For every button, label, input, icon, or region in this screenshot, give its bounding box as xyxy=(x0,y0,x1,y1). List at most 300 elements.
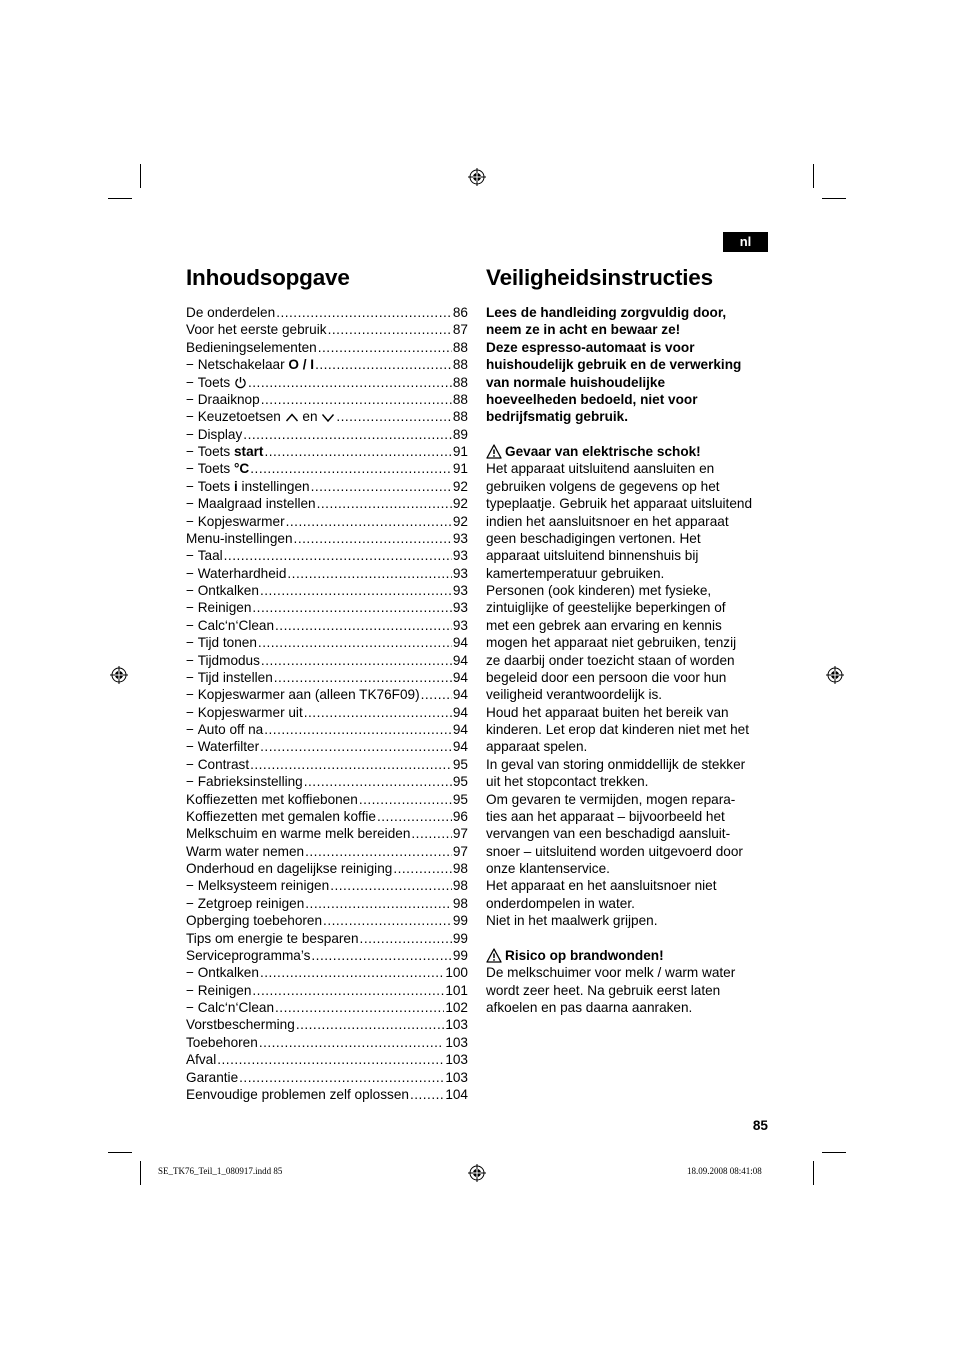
toc-entry-label xyxy=(186,304,275,321)
toc-entry xyxy=(186,1069,468,1086)
toc-entry-page: 102 xyxy=(445,1000,468,1015)
toc-entry-page: 94 xyxy=(452,704,468,720)
toc-entry-text: Toets xyxy=(197,461,234,477)
table-of-contents xyxy=(186,304,468,1103)
toc-entry-text: Melkschuim en warme melk bereiden xyxy=(186,826,411,842)
safety-instructions xyxy=(486,304,776,1016)
text-line: Niet in het maalwerk grijpen. xyxy=(486,913,658,929)
warning-triangle-icon xyxy=(486,444,502,459)
toc-entry-label xyxy=(186,530,293,547)
toc-entry-text: Keuzetoetsen xyxy=(197,409,285,425)
toc-entry-page: 94 xyxy=(452,722,468,737)
toc-entry-page: 87 xyxy=(452,322,468,338)
toc-entry-label xyxy=(186,356,314,373)
toc-entry-text: De onderdelen xyxy=(186,305,276,320)
toc-entry-page: 88 xyxy=(452,391,468,407)
crop-mark xyxy=(813,164,814,188)
toc-entry xyxy=(186,426,468,443)
toc-leader-dots xyxy=(330,877,452,894)
toc-entry-label xyxy=(186,877,329,894)
toc-entry-text: Waterhardheid xyxy=(197,565,287,581)
toc-leader-dots xyxy=(318,339,452,356)
toc-leader-dots xyxy=(410,1086,444,1103)
toc-entry-label xyxy=(186,634,257,651)
toc-entry-page: 94 xyxy=(452,635,468,651)
text-line: gebruiken volgens de gegevens op het xyxy=(486,478,720,494)
toc-entry-text: Tijd instellen xyxy=(197,669,273,685)
toc-entry xyxy=(186,513,468,530)
text-line: onze klantenservice. xyxy=(486,861,610,876)
toc-entry-label xyxy=(186,460,249,477)
text-line: mogen het apparaat niet gebruiken, tenzij xyxy=(486,635,737,651)
toc-entry-text: Auto off na xyxy=(197,722,264,737)
toc-leader-dots xyxy=(286,513,452,530)
toc-entry xyxy=(186,877,468,894)
toc-entry xyxy=(186,738,468,755)
toc-entry-page: 103 xyxy=(445,1017,468,1033)
toc-entry-text: Taal xyxy=(197,548,223,564)
toc-leader-dots xyxy=(239,1069,444,1086)
toc-entry xyxy=(186,582,468,599)
warning-triangle-icon xyxy=(486,948,502,963)
toc-entry-label xyxy=(186,1034,258,1051)
toc-entry-text: Netschakelaar xyxy=(197,357,289,373)
toc-entry-text: Ontkalken xyxy=(197,583,259,598)
toc-entry-label xyxy=(186,321,327,338)
toc-leader-dots xyxy=(287,565,451,582)
intro-line: Deze espresso-automaat is voor xyxy=(486,339,695,355)
toc-entry-page: 99 xyxy=(452,947,468,963)
toc-entry-text: Toets xyxy=(197,444,234,459)
crop-mark xyxy=(813,1161,814,1185)
intro-line: huishoudelijk gebruik en de verwerking xyxy=(486,357,742,373)
toc-entry-page: 93 xyxy=(452,583,468,598)
toc-entry-label xyxy=(186,791,358,808)
toc-entry-label xyxy=(186,721,263,738)
warning-electric-title-text: Gevaar van elektrische schok! xyxy=(505,444,701,459)
toc-entry-page: 92 xyxy=(452,478,468,494)
text-line: Het apparaat en het aansluitsnoer niet xyxy=(486,878,717,894)
toc-entry-label xyxy=(186,912,322,929)
toc-entry-label xyxy=(186,478,310,495)
toc-entry-text: Warm water nemen xyxy=(186,843,305,859)
toc-entry-label xyxy=(186,756,249,773)
toc-entry-label xyxy=(186,391,260,408)
toc-entry-label xyxy=(186,547,223,564)
toc-entry-text: en xyxy=(298,409,322,425)
toc-leader-dots xyxy=(317,495,452,512)
toc-entry-text: Draaiknop xyxy=(197,391,260,407)
toc-entry xyxy=(186,495,468,512)
toc-entry-text: Koffiezetten met gemalen koffie xyxy=(186,808,376,824)
toc-entry xyxy=(186,443,468,460)
toc-entry-key-label: O / I xyxy=(288,357,315,373)
toc-entry xyxy=(186,791,468,808)
toc-entry-label xyxy=(186,495,316,512)
text-line: apparaat uitsluitend binnenshuis bij xyxy=(486,548,699,564)
toc-leader-dots xyxy=(294,530,452,547)
toc-entry-label xyxy=(186,1016,295,1033)
toc-entry-text: Bedieningselementen xyxy=(186,339,317,355)
warning-burn-text xyxy=(486,964,776,1016)
toc-entry xyxy=(186,756,468,773)
text-line: ze daarbij onder toezicht staan of worden xyxy=(486,652,735,668)
toc-entry xyxy=(186,478,468,495)
toc-entry-page: 95 xyxy=(452,791,468,807)
toc-entry-text: Kopjeswarmer uit xyxy=(197,704,303,720)
toc-entry-page: 93 xyxy=(452,617,468,633)
toc-entry xyxy=(186,617,468,634)
toc-entry-label xyxy=(186,1086,409,1103)
toc-entry xyxy=(186,460,468,477)
intro-line: Lees de handleiding zorgvuldig door, xyxy=(486,305,727,320)
toc-entry-text: Voor het eerste gebruik xyxy=(186,322,327,338)
toc-entry-text: Garantie xyxy=(186,1069,239,1085)
toc-entry-text: Eenvoudige problemen zelf oplossen xyxy=(186,1086,409,1102)
safety-intro xyxy=(486,304,776,426)
toc-leader-dots xyxy=(323,912,452,929)
toc-entry-page: 99 xyxy=(452,930,468,946)
toc-leader-dots xyxy=(421,686,452,703)
toc-entry-page: 97 xyxy=(452,843,468,859)
toc-entry-label xyxy=(186,964,259,981)
crop-mark xyxy=(822,198,846,199)
toc-entry-text: Contrast xyxy=(197,756,250,772)
text-line: vervangen van een beschadigd aansluit- xyxy=(486,826,731,842)
intro-line: neem ze in acht en bewaar ze! xyxy=(486,322,681,338)
toc-entry-page: 103 xyxy=(445,1034,468,1050)
toc-leader-dots xyxy=(260,964,444,981)
warning-electric-text xyxy=(486,460,776,929)
toc-leader-dots xyxy=(258,634,452,651)
registration-mark-icon xyxy=(468,1164,486,1182)
text-line: onderdompelen in water. xyxy=(486,895,635,911)
toc-entry-label xyxy=(186,808,376,825)
warning-burn-title-text: Risico op brandwonden! xyxy=(505,947,664,963)
toc-entry-text: Ontkalken xyxy=(197,965,259,981)
toc-entry xyxy=(186,530,468,547)
text-line: Houd het apparaat buiten het bereik van xyxy=(486,704,729,720)
toc-entry-page: 93 xyxy=(452,600,468,616)
toc-leader-dots xyxy=(393,860,452,877)
toc-entry-text: Waterfilter xyxy=(197,739,260,755)
toc-entry-text: Tips om energie te besparen xyxy=(186,930,359,946)
toc-entry-page: 89 xyxy=(452,426,468,442)
toc-entry-page: 98 xyxy=(452,878,468,894)
toc-entry-page: 96 xyxy=(452,808,468,824)
crop-mark xyxy=(140,1161,141,1185)
toc-leader-dots xyxy=(276,304,452,321)
toc-entry xyxy=(186,686,468,703)
toc-leader-dots xyxy=(305,843,452,860)
toc-leader-dots xyxy=(311,478,452,495)
crop-mark xyxy=(140,164,141,188)
text-line: geen beschadigingen vertonen. Het xyxy=(486,530,701,546)
toc-leader-dots xyxy=(304,704,452,721)
toc-entry-page: 88 xyxy=(452,409,468,425)
toc-entry-text: Tijdmodus xyxy=(197,652,260,668)
text-line: begeleid door een persoon die voor hun xyxy=(486,669,727,685)
toc-entry-page: 88 xyxy=(452,339,468,355)
toc-entry-page: 86 xyxy=(452,305,468,320)
toc-entry-text: Maalgraad instellen xyxy=(197,496,316,512)
toc-entry xyxy=(186,1051,468,1068)
toc-entry-page: 95 xyxy=(452,774,468,790)
toc-entry xyxy=(186,1016,468,1033)
toc-entry-page: 98 xyxy=(452,861,468,876)
text-line: Het apparaat uitsluitend aansluiten en xyxy=(486,461,715,477)
toc-entry-label xyxy=(186,999,274,1016)
toc-entry xyxy=(186,825,468,842)
toc-entry-label xyxy=(186,895,304,912)
toc-entry-label xyxy=(186,426,242,443)
toc-entry-text: Reinigen xyxy=(197,600,252,616)
toc-leader-dots xyxy=(260,738,452,755)
toc-entry-page: 98 xyxy=(452,895,468,911)
toc-entry-page: 99 xyxy=(452,913,468,929)
toc-entry xyxy=(186,321,468,338)
toc-entry-text: Onderhoud en dagelijkse reiniging xyxy=(186,861,393,876)
toc-leader-dots xyxy=(305,895,452,912)
page-number: 85 xyxy=(752,1118,768,1133)
toc-leader-dots xyxy=(304,773,452,790)
toc-leader-dots xyxy=(243,426,452,443)
toc-entry xyxy=(186,982,468,999)
toc-entry-text: Afval xyxy=(186,1052,217,1068)
toc-entry-page: 94 xyxy=(452,669,468,685)
toc-entry-label xyxy=(186,738,259,755)
toc-entry xyxy=(186,947,468,964)
text-line: In geval van storing onmiddellijk de stekker xyxy=(486,756,746,772)
toc-entry-text: Fabrieksinstelling xyxy=(197,774,303,790)
toc-entry xyxy=(186,356,468,373)
safety-title: Veiligheidsinstructies xyxy=(486,265,713,290)
toc-leader-dots xyxy=(377,808,452,825)
toc-leader-dots xyxy=(359,791,452,808)
toc-entry-page: 93 xyxy=(452,565,468,581)
toc-entry-text: Opberging toebehoren xyxy=(186,913,323,929)
toc-entry xyxy=(186,599,468,616)
intro-line: bedrijfsmatig gebruik. xyxy=(486,409,629,425)
toc-entry-label xyxy=(186,513,285,530)
toc-entry-label xyxy=(186,617,274,634)
toc-entry-text: instellingen xyxy=(237,478,310,494)
toc-entry xyxy=(186,1034,468,1051)
toc-entry-text: Koffiezetten met koffiebonen xyxy=(186,791,358,807)
toc-entry xyxy=(186,964,468,981)
toc-leader-dots xyxy=(311,947,451,964)
toc-entry-page: 94 xyxy=(452,687,468,703)
toc-entry-label xyxy=(186,669,273,686)
warning-electric-title xyxy=(486,443,776,460)
toc-entry-page: 92 xyxy=(452,513,468,529)
toc-entry xyxy=(186,408,468,425)
toc-entry xyxy=(186,895,468,912)
text-line: veiligheid verantwoordelijk is. xyxy=(486,687,663,703)
toc-entry-text: Kopjeswarmer xyxy=(197,513,285,529)
toc-entry-key-label: start xyxy=(234,444,264,459)
registration-mark-icon xyxy=(826,666,844,684)
text-line: Personen (ook kinderen) met fysieke, xyxy=(486,583,712,598)
toc-entry xyxy=(186,999,468,1016)
toc-entry-text: Vorstbescherming xyxy=(186,1017,295,1033)
toc-entry-label xyxy=(186,1051,216,1068)
text-line: indien het aansluitsnoer en het apparaat xyxy=(486,513,729,529)
toc-leader-dots xyxy=(250,460,452,477)
toc-entry xyxy=(186,652,468,669)
toc-entry-page: 103 xyxy=(445,1052,468,1068)
toc-entry-text: Tijd tonen xyxy=(197,635,257,651)
toc-leader-dots xyxy=(275,999,444,1016)
toc-entry xyxy=(186,930,468,947)
toc-entry xyxy=(186,721,468,738)
toc-entry xyxy=(186,547,468,564)
crop-mark xyxy=(108,1152,132,1153)
toc-leader-dots xyxy=(259,1034,445,1051)
registration-mark-icon xyxy=(468,168,486,186)
text-line: ties aan het apparaat – bijvoorbeeld het xyxy=(486,808,725,824)
toc-entry-text: Display xyxy=(197,426,243,442)
toc-entry-page: 97 xyxy=(452,826,468,842)
toc-leader-dots xyxy=(264,443,451,460)
toc-entry-key-label: i xyxy=(234,478,238,494)
toc-entry-text: Reinigen xyxy=(197,982,252,998)
registration-mark-icon xyxy=(110,666,128,684)
toc-leader-dots xyxy=(264,721,452,738)
crop-mark xyxy=(108,198,132,199)
crop-mark xyxy=(822,1152,846,1153)
toc-leader-dots xyxy=(328,321,452,338)
text-line: met een gebrek aan ervaring en kennis xyxy=(486,617,722,633)
toc-entry xyxy=(186,339,468,356)
toc-entry-text: Serviceprogramma’s xyxy=(186,947,311,963)
toc-entry-page: 103 xyxy=(445,1069,468,1085)
text-line: uit het stopcontact trekken. xyxy=(486,774,649,790)
toc-entry-text: Calc‘n‘Clean xyxy=(197,617,275,633)
toc-entry-label xyxy=(186,686,420,703)
toc-entry xyxy=(186,912,468,929)
toc-entry-page: 100 xyxy=(445,965,468,981)
toc-leader-dots xyxy=(274,669,452,686)
toc-entry xyxy=(186,773,468,790)
text-line: snoer – uitsluitend worden uitgevoerd door xyxy=(486,843,743,859)
toc-entry xyxy=(186,860,468,877)
text-line: afkoelen en pas daarna aanraken. xyxy=(486,1000,693,1015)
slug-date: 18.09.2008 08:41:08 xyxy=(687,1166,762,1176)
text-line: apparaat spelen. xyxy=(486,739,588,755)
toc-entry-text: Calc‘n‘Clean xyxy=(197,1000,275,1015)
slug-file: SE_TK76_Teil_1_080917.indd 85 xyxy=(158,1166,283,1176)
toc-entry-text: Toebehoren xyxy=(186,1034,258,1050)
toc-entry-label xyxy=(186,860,392,877)
toc-entry xyxy=(186,669,468,686)
toc-entry-label xyxy=(186,339,317,356)
text-line: typeplaatje. Gebruik het apparaat uitsluitend xyxy=(486,496,753,512)
toc-entry-label xyxy=(186,773,303,790)
toc-entry-label xyxy=(186,1069,238,1086)
toc-entry-label xyxy=(186,599,251,616)
language-tab: nl xyxy=(723,232,768,252)
toc-entry-label xyxy=(186,704,303,721)
toc-entry xyxy=(186,391,468,408)
toc-leader-dots xyxy=(411,825,451,842)
text-line: zintuiglijke of geestelijke beperkingen of xyxy=(486,600,726,616)
toc-entry xyxy=(186,843,468,860)
toc-entry-label xyxy=(186,652,260,669)
toc-leader-dots xyxy=(248,374,452,391)
toc-leader-dots xyxy=(360,930,452,947)
toc-entry xyxy=(186,1086,468,1103)
toc-entry-text: Kopjeswarmer aan (alleen TK76F09) xyxy=(197,687,420,703)
toc-entry-label xyxy=(186,947,310,964)
toc-entry-page: 94 xyxy=(452,652,468,668)
toc-entry-page: 88 xyxy=(452,357,468,373)
toc-entry-key-label: °C xyxy=(234,461,250,477)
toc-entry-page: 94 xyxy=(452,739,468,755)
toc-entry-text: Melksysteem reinigen xyxy=(197,878,330,894)
toc-leader-dots xyxy=(252,982,444,999)
toc-entry-page: 93 xyxy=(452,548,468,564)
toc-leader-dots xyxy=(217,1051,444,1068)
toc-leader-dots xyxy=(252,599,451,616)
toc-entry-page: 92 xyxy=(452,496,468,512)
toc-entry-page: 101 xyxy=(445,982,468,998)
text-line: kinderen. Let erop dat kinderen niet met het xyxy=(486,722,749,737)
text-line: Om gevaren te vermijden, mogen repara- xyxy=(486,791,736,807)
toc-entry-label xyxy=(186,565,286,582)
toc-entry xyxy=(186,374,468,391)
toc-entry-label xyxy=(186,982,251,999)
text-line: kamertemperatuur gebruiken. xyxy=(486,565,665,581)
toc-entry-page: 88 xyxy=(452,374,468,390)
toc-leader-dots xyxy=(275,617,452,634)
toc-leader-dots xyxy=(296,1016,445,1033)
toc-entry xyxy=(186,808,468,825)
warning-burn-title xyxy=(486,947,776,964)
toc-entry xyxy=(186,565,468,582)
toc-entry-page: 95 xyxy=(452,756,468,772)
toc-entry xyxy=(186,304,468,321)
intro-line: hoeveelheden bedoeld, niet voor xyxy=(486,391,698,407)
toc-entry-page: 91 xyxy=(452,461,468,477)
toc-leader-dots xyxy=(315,356,452,373)
toc-entry-label xyxy=(186,443,263,460)
toc-title: Inhoudsopgave xyxy=(186,265,350,290)
toc-entry-label xyxy=(186,825,410,842)
toc-entry-label xyxy=(186,582,259,599)
toc-entry-page: 93 xyxy=(452,530,468,546)
toc-leader-dots xyxy=(261,652,452,669)
toc-leader-dots xyxy=(336,408,452,425)
toc-leader-dots xyxy=(260,582,452,599)
toc-entry-page: 91 xyxy=(452,444,468,459)
toc-leader-dots xyxy=(261,391,452,408)
toc-entry-label xyxy=(186,843,304,860)
intro-line: van normale huishoudelijke xyxy=(486,374,666,390)
toc-leader-dots xyxy=(224,547,452,564)
toc-entry-label xyxy=(186,930,359,947)
toc-entry-text: Menu-instellingen xyxy=(186,530,293,546)
text-line: De melkschuimer voor melk / warm water xyxy=(486,965,736,981)
text-line: wordt zeer heet. Na gebruik eerst laten xyxy=(486,982,721,998)
toc-entry-text: Zetgroep reinigen xyxy=(197,895,305,911)
toc-entry xyxy=(186,634,468,651)
toc-entry-text: Toets xyxy=(197,374,234,390)
toc-entry xyxy=(186,704,468,721)
toc-entry-page: 104 xyxy=(445,1086,468,1102)
toc-leader-dots xyxy=(250,756,452,773)
toc-entry-text: Toets xyxy=(197,478,234,494)
